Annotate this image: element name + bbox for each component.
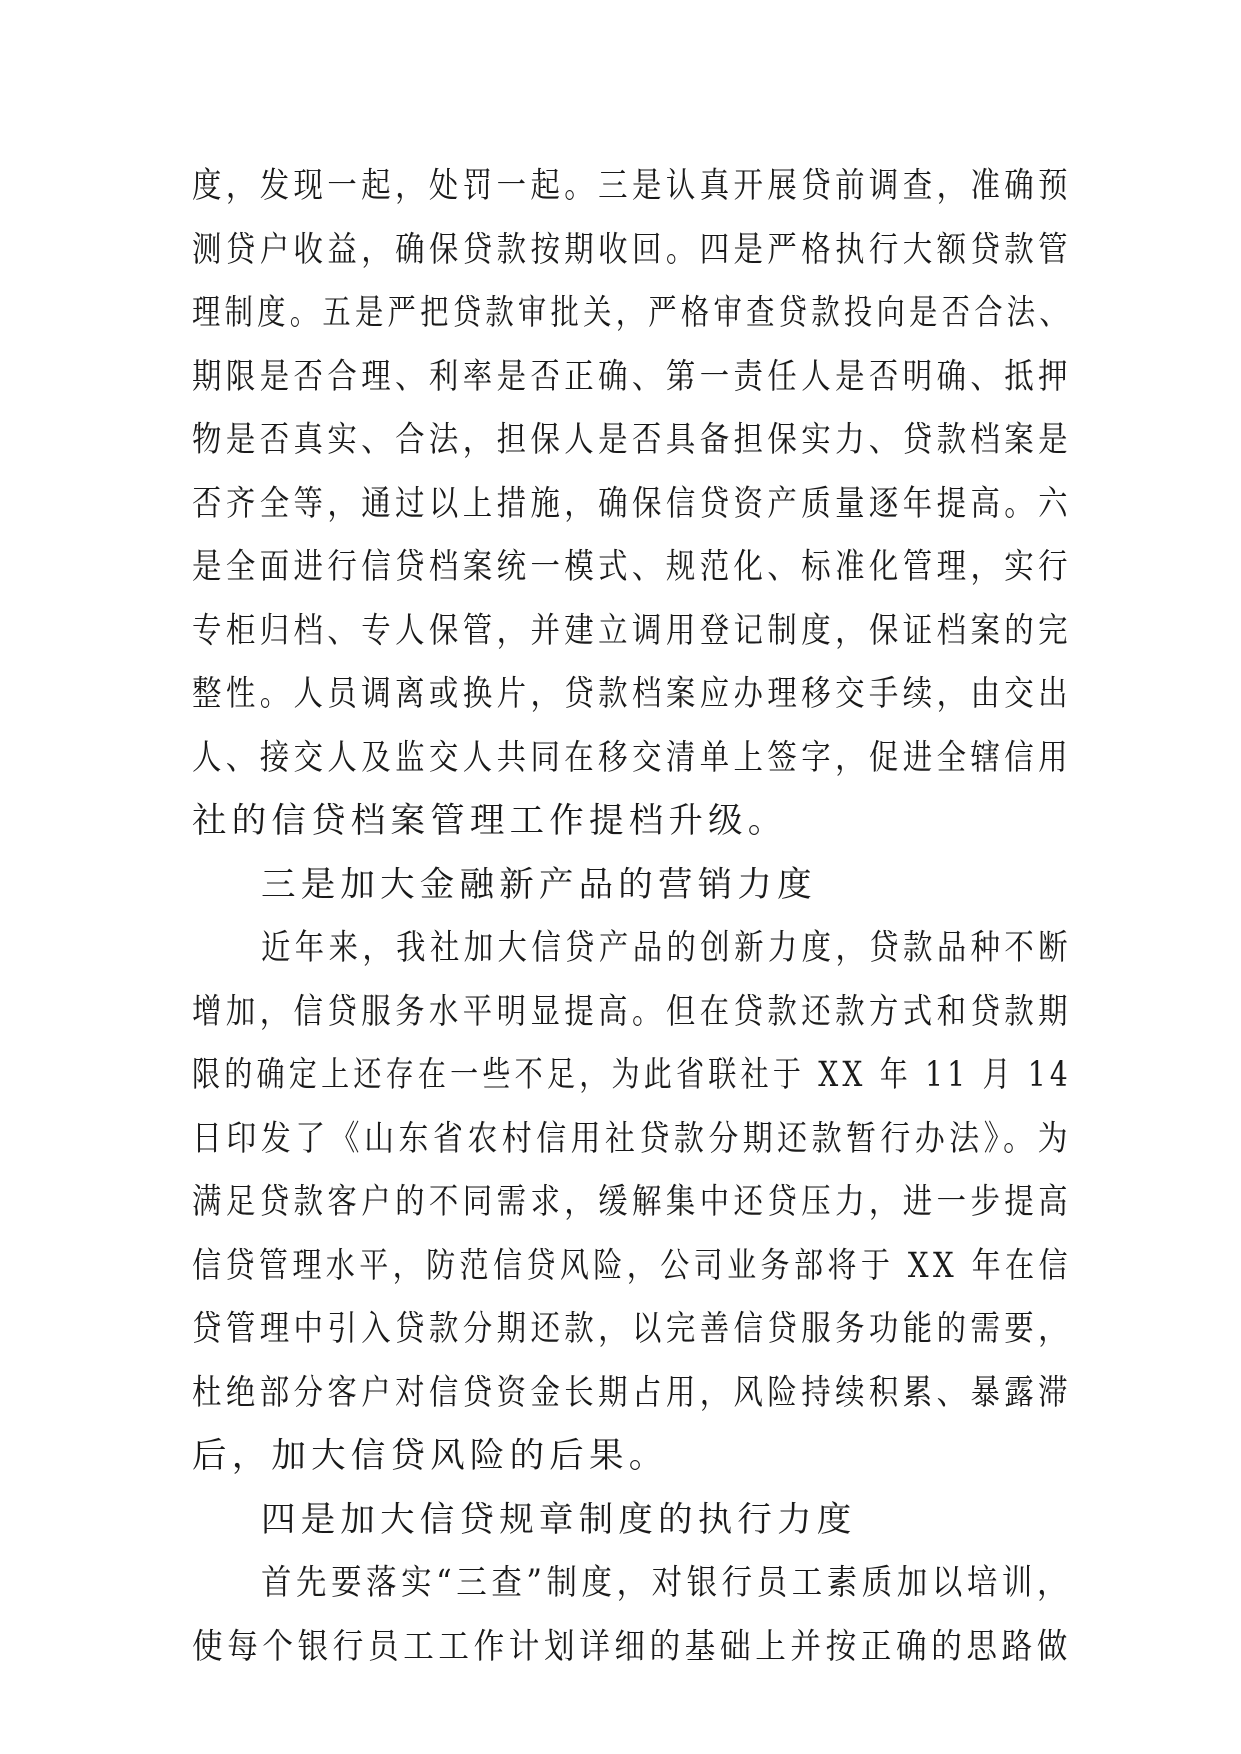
text-line: 理制度。五是严把贷款审批关，严格审查贷款投向是否合法、 <box>192 293 1072 333</box>
section-heading: 四是加大信贷规章制度的执行力度 <box>261 1499 857 1540</box>
paragraph-first-line: 首先要落实“三查”制度，对银行员工素质加以培训， <box>261 1563 1072 1603</box>
paragraph-first-line: 近年来，我社加大信贷产品的创新力度，贷款品种不断 <box>261 928 1072 968</box>
text-line: 信贷管理水平，防范信贷风险，公司业务部将于 XX 年在信 <box>192 1245 1072 1286</box>
text-line: 否齐全等，通过以上措施，确保信贷资产质量逐年提高。六 <box>192 483 1072 524</box>
text-line: 增加，信贷服务水平明显提高。但在贷款还款方式和贷款期 <box>192 991 1072 1032</box>
text-line: 后，加大信贷风险的后果。 <box>192 1436 669 1476</box>
text-line: 贷管理中引入贷款分期还款，以完善信贷服务功能的需要， <box>192 1309 1072 1349</box>
text-line: 度，发现一起，处罚一起。三是认真开展贷前调查，准确预 <box>192 166 1072 206</box>
document-body <box>192 155 1072 1679</box>
text-line: 限的确定上还存在一些不足，为此省联社于 XX 年 11 月 14 <box>192 1055 1072 1095</box>
text-line: 杜绝部分客户对信贷资金长期占用，风险持续积累、暴露滞 <box>192 1372 1072 1413</box>
text-line: 使每个银行员工工作计划详细的基础上并按正确的思路做 <box>192 1626 1072 1667</box>
text-line: 人、接交人及监交人共同在移交清单上签字，促进全辖信用 <box>192 737 1072 778</box>
text-line: 是全面进行信贷档案统一模式、规范化、标准化管理，实行 <box>192 547 1072 587</box>
text-line: 社的信贷档案管理工作提档升级。 <box>192 801 788 841</box>
text-line: 日印发了《山东省农村信用社贷款分期还款暂行办法》。为 <box>192 1118 1072 1159</box>
text-line: 测贷户收益，确保贷款按期收回。四是严格执行大额贷款管 <box>192 229 1072 270</box>
text-line: 物是否真实、合法，担保人是否具备担保实力、贷款档案是 <box>192 420 1072 460</box>
text-line: 整性。人员调离或换片，贷款档案应办理移交手续，由交出 <box>192 674 1072 714</box>
text-line: 满足贷款客户的不同需求，缓解集中还贷压力，进一步提高 <box>192 1182 1072 1222</box>
text-line: 专柜归档、专人保管，并建立调用登记制度，保证档案的完 <box>192 610 1072 651</box>
text-line: 期限是否合理、利率是否正确、第一责任人是否明确、抵押 <box>192 356 1072 397</box>
section-heading: 三是加大金融新产品的营销力度 <box>261 864 817 905</box>
